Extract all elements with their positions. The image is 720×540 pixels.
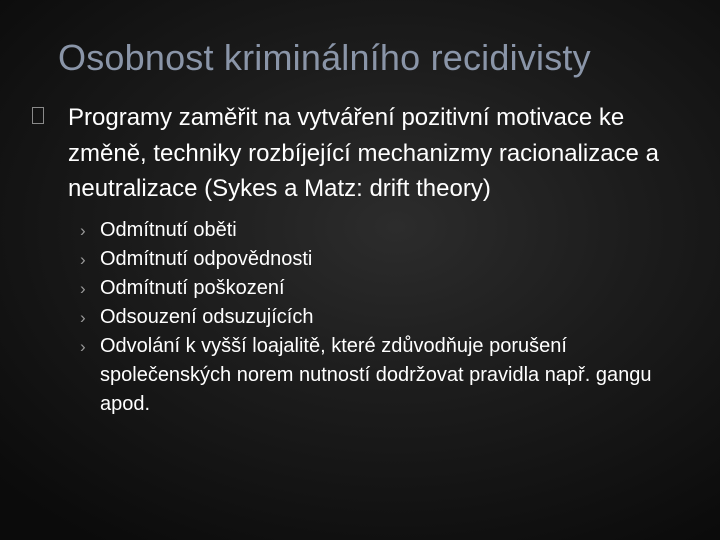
slide-body [32, 100, 697, 419]
sub-bullet-text: Odmítnutí poškození [100, 276, 285, 299]
main-bullet-text: Programy zaměřit na vytváření pozitivní motivace ke změně, techniky rozbíjející mechanizmy racionalizace a neutralizace (Sykes a Matz: drift theory) [68, 104, 659, 202]
sub-bullet-text: Odvolání k vyšší loajalitě, které zdůvodňuje porušení společenských norem nutností dodržovat pravidla např. gangu apod. [100, 334, 652, 415]
chevron-right-icon: › [80, 336, 86, 356]
sub-bullet-text: Odmítnutí oběti [100, 218, 237, 241]
sub-bullet-item [32, 303, 697, 332]
sub-bullet-item [32, 274, 697, 303]
main-bullet-item [32, 100, 697, 207]
slide-title: Osobnost kriminálního recidivisty [58, 37, 591, 78]
sub-bullet-item [32, 216, 697, 245]
chevron-right-icon: › [80, 307, 86, 327]
square-bullet-icon [32, 107, 44, 124]
sub-bullet-item [32, 245, 697, 274]
chevron-right-icon: › [80, 249, 86, 269]
sub-bullet-list [32, 216, 697, 419]
sub-bullet-text: Odsouzení odsuzujících [100, 305, 314, 328]
chevron-right-icon: › [80, 220, 86, 240]
sub-bullet-item [32, 332, 697, 419]
sub-bullet-text: Odmítnutí odpovědnosti [100, 247, 313, 270]
chevron-right-icon: › [80, 278, 86, 298]
